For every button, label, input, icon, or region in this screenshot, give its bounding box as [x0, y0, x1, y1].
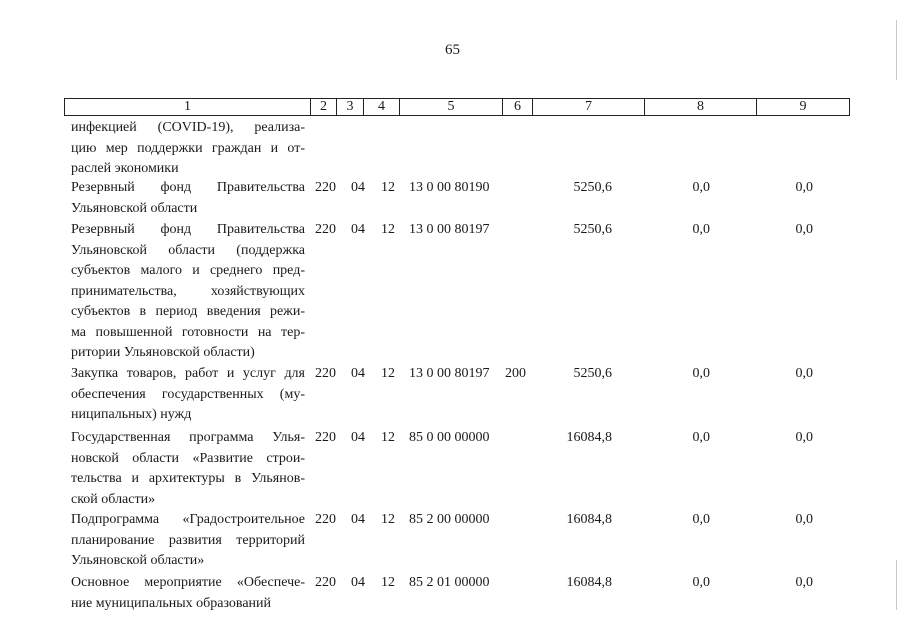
cell-col-8: 0,0: [692, 222, 710, 237]
cell-col-5: 13 0 00 80197: [409, 222, 490, 237]
description-line: инфекцией (COVID-19), реализа-: [71, 120, 305, 135]
cell-col-7: 5250,6: [573, 180, 612, 195]
row-description: [71, 573, 305, 614]
cell-col-2: 220: [315, 575, 336, 590]
description-line: ниципальных) нужд: [71, 407, 192, 422]
cell-col-8: 0,0: [692, 575, 710, 590]
cell-col-5: 13 0 00 80197: [409, 366, 490, 381]
header-col-9: 9: [756, 99, 849, 115]
cell-col-4: 12: [381, 366, 395, 381]
cell-col-3: 04: [351, 366, 365, 381]
description-line: Основное мероприятие «Обеспече-: [71, 575, 305, 590]
cell-col-4: 12: [381, 575, 395, 590]
cell-col-7: 16084,8: [566, 430, 612, 445]
description-line: субъектов малого и среднего пред-: [71, 263, 305, 278]
cell-col-7: 5250,6: [573, 366, 612, 381]
cell-col-3: 04: [351, 512, 365, 527]
cell-col-2: 220: [315, 430, 336, 445]
description-line: цию мер поддержки граждан и от-: [71, 140, 305, 156]
cell-col-8: 0,0: [692, 512, 710, 527]
row-description: [71, 118, 305, 180]
cell-col-3: 04: [351, 430, 365, 445]
scan-edge-mark: [896, 20, 897, 80]
header-col-8: 8: [644, 99, 756, 115]
cell-col-4: 12: [381, 430, 395, 445]
description-line: раслей экономики: [71, 161, 179, 176]
description-line: Резервный фонд Правительства: [71, 222, 305, 237]
cell-col-7: 5250,6: [573, 222, 612, 237]
header-col-3: 3: [336, 99, 363, 115]
cell-col-2: 220: [315, 222, 336, 237]
cell-col-3: 04: [351, 575, 365, 590]
description-line: ритории Ульяновской области): [71, 345, 255, 360]
header-col-7: 7: [532, 99, 644, 115]
cell-col-7: 16084,8: [566, 512, 612, 527]
cell-col-5: 85 0 00 00000: [409, 430, 490, 445]
cell-col-9: 0,0: [795, 430, 813, 445]
cell-col-2: 220: [315, 366, 336, 381]
description-line: Резервный фонд Правительства: [71, 180, 305, 195]
cell-col-3: 04: [351, 180, 365, 195]
cell-col-3: 04: [351, 222, 365, 237]
cell-col-5: 85 2 01 00000: [409, 575, 490, 590]
cell-col-8: 0,0: [692, 430, 710, 445]
description-line: Подпрограмма «Градостроительное: [71, 512, 305, 527]
header-col-1: 1: [184, 99, 191, 114]
cell-col-8: 0,0: [692, 180, 710, 195]
cell-col-2: 220: [315, 180, 336, 195]
cell-col-9: 0,0: [795, 575, 813, 590]
cell-col-9: 0,0: [795, 180, 813, 195]
description-line: ние муниципальных образований: [71, 595, 272, 611]
cell-col-7: 16084,8: [566, 575, 612, 590]
header-col-4: 4: [363, 99, 399, 115]
description-line: ма повышенной готовности на тер-: [71, 324, 305, 340]
cell-col-8: 0,0: [692, 366, 710, 381]
description-line: планирование развития территорий: [71, 532, 305, 548]
row-description: [71, 364, 305, 426]
description-line: новской области «Развитие строи-: [71, 450, 305, 466]
header-col-2: 2: [310, 99, 336, 115]
header-col-6: 6: [502, 99, 532, 115]
cell-col-9: 0,0: [795, 222, 813, 237]
row-description: [71, 178, 305, 219]
scan-edge-mark: [896, 560, 897, 610]
cell-col-4: 12: [381, 512, 395, 527]
row-description: [71, 220, 305, 364]
description-line: субъектов в период введения режи-: [71, 304, 305, 319]
description-line: Государственная программа Улья-: [71, 430, 305, 445]
cell-col-4: 12: [381, 222, 395, 237]
description-line: принимательства, хозяйствующих: [71, 283, 305, 299]
cell-col-9: 0,0: [795, 366, 813, 381]
cell-col-9: 0,0: [795, 512, 813, 527]
description-line: обеспечения государственных (му-: [71, 386, 305, 402]
header-col-5: 5: [399, 99, 502, 115]
description-line: Ульяновской области»: [71, 553, 205, 568]
page-number: 65: [445, 42, 460, 58]
description-line: ской области»: [71, 491, 156, 507]
row-description: [71, 428, 305, 510]
cell-col-5: 13 0 00 80190: [409, 180, 490, 195]
cell-col-4: 12: [381, 180, 395, 195]
cell-col-5: 85 2 00 00000: [409, 512, 490, 527]
description-line: Ульяновской области: [71, 200, 198, 216]
cell-col-2: 220: [315, 512, 336, 527]
cell-col-6: 200: [505, 366, 526, 381]
description-line: Закупка товаров, работ и услуг для: [71, 366, 305, 381]
description-line: тельства и архитектуры в Ульянов-: [71, 471, 305, 486]
description-line: Ульяновской области (поддержка: [71, 242, 305, 258]
row-description: [71, 510, 305, 572]
table-header: [64, 98, 850, 116]
